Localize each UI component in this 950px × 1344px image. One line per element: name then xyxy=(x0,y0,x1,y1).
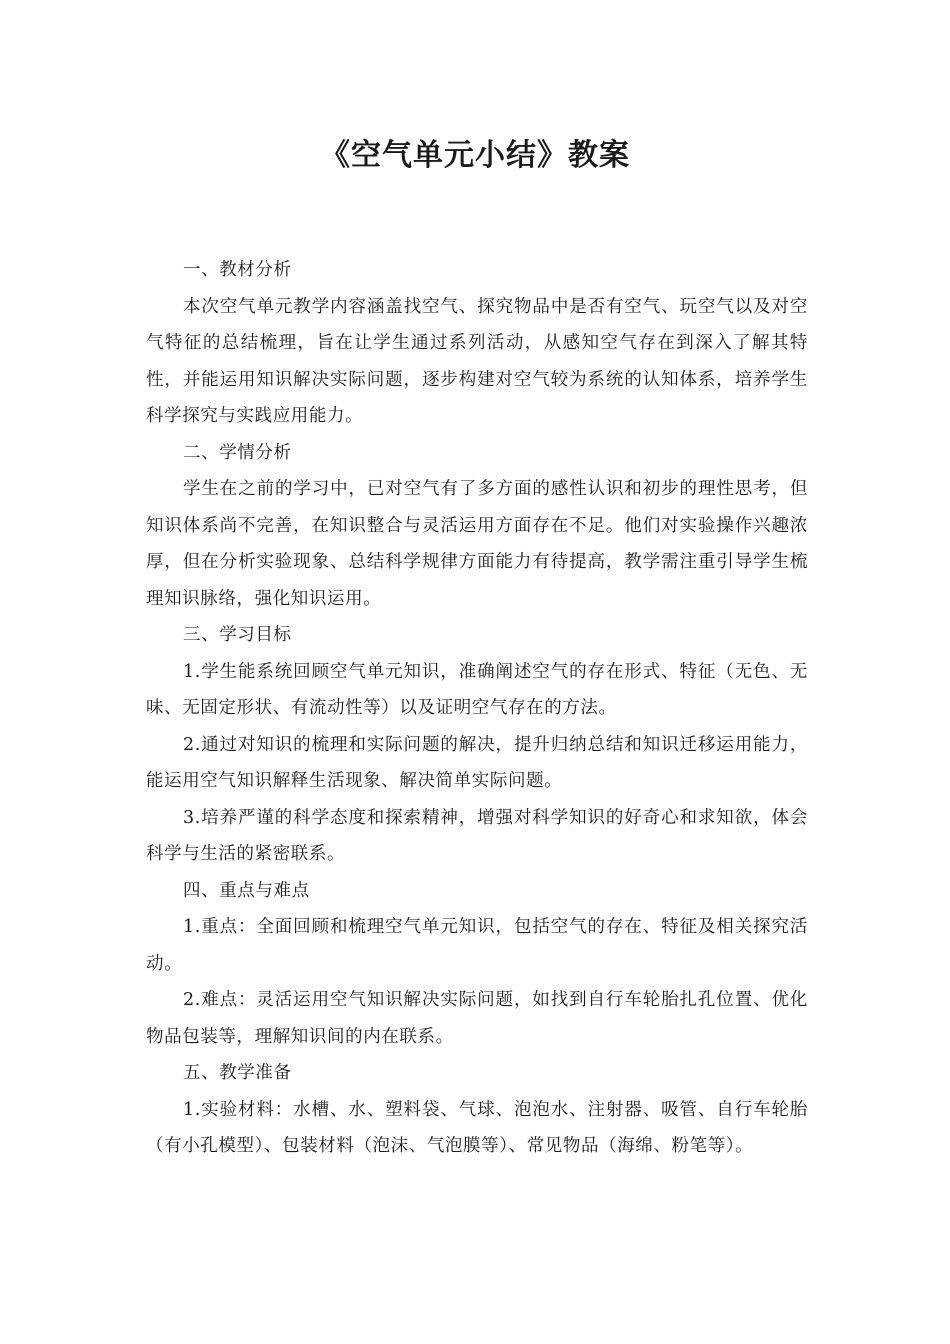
list-item-difficult-point: 2.难点：灵活运用空气知识解决实际问题，如找到自行车轮胎扎孔位置、优化物品包装等，理解知识间的内在联系。 xyxy=(146,990,808,1047)
list-item-goal-3: 3.培养严谨的科学态度和探索精神，增强对科学知识的好奇心和求知欲，体会科学与生活的紧密联系。 xyxy=(146,807,808,864)
list-item-goal-2: 2.通过对知识的梳理和实际问题的解决，提升归纳总结和知识迁移运用能力，能运用空气知识解释生活现象、解决简单实际问题。 xyxy=(146,734,808,791)
list-item-key-point: 1.重点：全面回顾和梳理空气单元知识，包括空气的存在、特征及相关探究活动。 xyxy=(146,917,808,974)
paragraph-student-analysis: 学生在之前的学习中，已对空气有了多方面的感性认识和初步的理性思考，但知识体系尚不完善，在知识整合与灵活运用方面存在不足。他们对实验操作兴趣浓厚，但在分析实验现象、总结科学规律方面能力有待提高，教学需注重引导学生梳理知识脉络，强化知识运用。 xyxy=(146,479,808,609)
section-heading-textbook-analysis: 一、教材分析 xyxy=(183,260,292,280)
section-heading-key-points: 四、重点与难点 xyxy=(183,880,310,901)
document-title: 《空气单元小结》教案 xyxy=(320,138,630,173)
paragraph-textbook-analysis: 本次空气单元教学内容涵盖找空气、探究物品中是否有空气、玩空气以及对空气特征的总结梳理，旨在让学生通过系列活动，从感知空气存在到深入了解其特性，并能运用知识解决实际问题，逐步构建对空气较为系统的认知体系，培养学生科学探究与实践应用能力。 xyxy=(146,296,808,426)
section-heading-learning-goals: 三、学习目标 xyxy=(183,625,292,645)
list-item-materials: 1.实验材料：水槽、水、塑料袋、气球、泡泡水、注射器、吸管、自行车轮胎（有小孔模型）、包装材料（泡沫、气泡膜等）、常见物品（海绵、粉笔等）。 xyxy=(146,1099,808,1156)
document-body xyxy=(146,252,808,1165)
section-heading-preparation: 五、教学准备 xyxy=(183,1063,292,1083)
section-heading-student-analysis: 二、学情分析 xyxy=(183,442,292,463)
list-item-goal-1: 1.学生能系统回顾空气单元知识，准确阐述空气的存在形式、特征（无色、无味、无固定形状、有流动性等）以及证明空气存在的方法。 xyxy=(146,661,808,718)
